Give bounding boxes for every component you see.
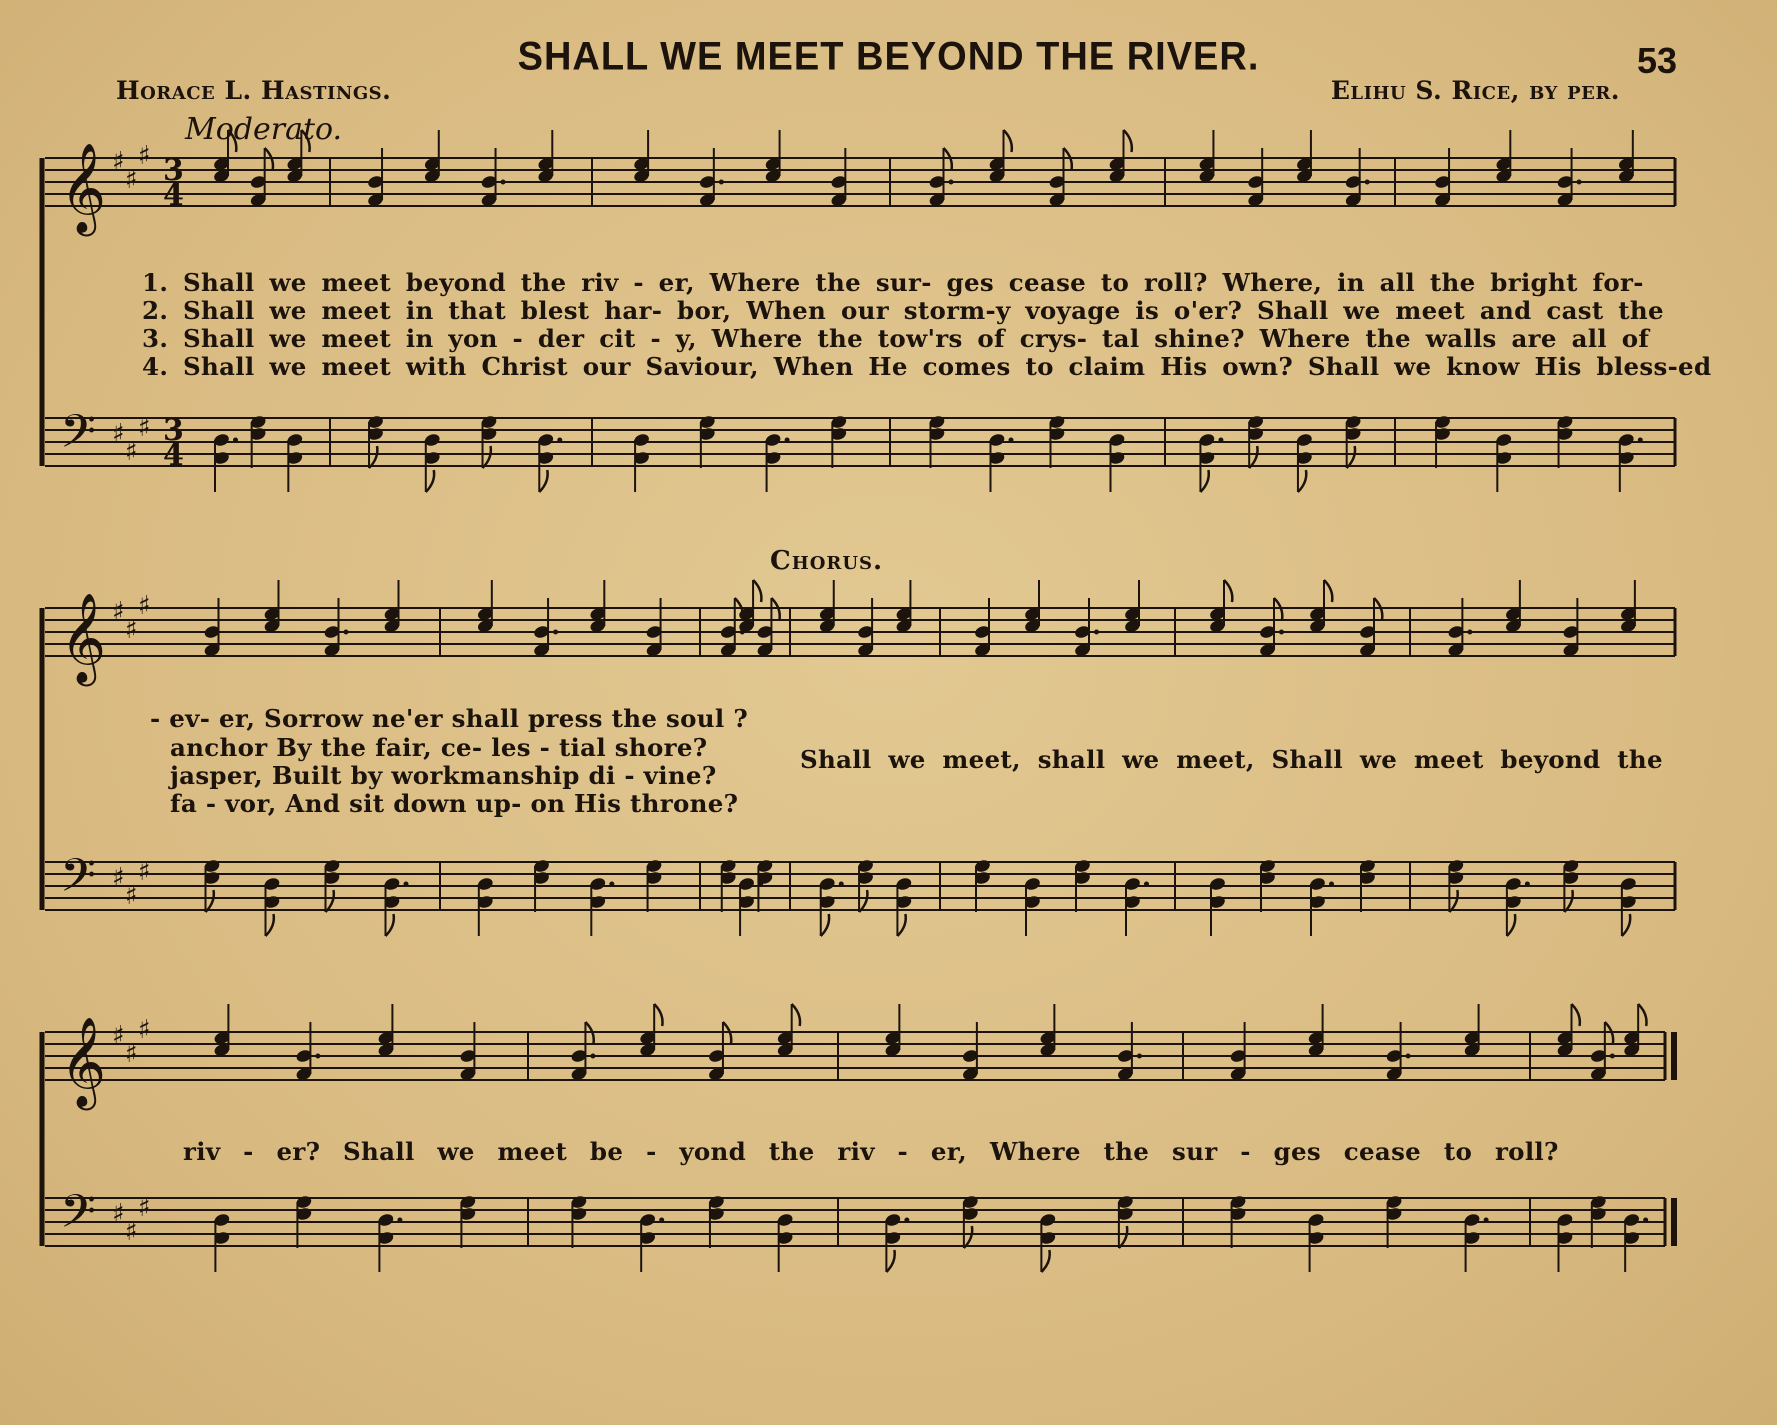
note-chord: [213, 1212, 231, 1272]
note-chord: [1209, 580, 1233, 634]
note-chord: [423, 432, 441, 492]
time-signature-top: 3: [163, 153, 184, 188]
note-chord: [1259, 598, 1284, 658]
note-chord: [459, 1022, 477, 1082]
note-chord: [818, 876, 843, 936]
tempo-marking: Moderato.: [185, 112, 343, 147]
bass-staff: [45, 1198, 1665, 1246]
sharp-sign: ♯: [138, 413, 151, 443]
hymn-title: SHALL WE MEET BEYOND THE RIVER.: [517, 34, 1260, 80]
note-chord: [1307, 1004, 1325, 1058]
note-chord: [1385, 1022, 1410, 1082]
note-chord: [377, 1004, 395, 1058]
note-chord: [818, 580, 836, 634]
note-chord: [1116, 1022, 1141, 1082]
note-chord: [1039, 1004, 1057, 1058]
treble-clef: 𝄞: [60, 143, 107, 233]
note-chord: [1617, 432, 1642, 492]
verse-1-continuation: - ev- er, Sorrow ne'er shall press the soul ?: [150, 704, 748, 733]
note-chord: [589, 876, 614, 936]
note-chord: [776, 1212, 794, 1272]
sharp-sign: ♯: [125, 881, 138, 911]
note-chord: [213, 432, 238, 492]
note-chord: [1108, 130, 1132, 184]
sharp-sign: ♯: [125, 615, 138, 645]
verse-3-continuation: jasper, Built by workmanship di - vine?: [170, 761, 717, 790]
note-chord: [383, 580, 401, 634]
sharp-sign: ♯: [112, 419, 125, 449]
note-chord: [533, 598, 558, 658]
verse-3-line: 3. Shall we meet in yon - der cit - y, Where the tow'rs of crys- tal shine? Where the walls are all of: [142, 324, 1650, 353]
note-chord: [1307, 1212, 1325, 1272]
note-chord: [776, 1004, 800, 1058]
note-chord: [988, 432, 1013, 492]
note-chord: [1247, 148, 1265, 208]
note-chord: [961, 1022, 979, 1082]
sharp-sign: ♯: [112, 863, 125, 893]
note-chord: [286, 432, 304, 492]
bass-clef: 𝄢: [60, 1185, 97, 1250]
note-chord: [895, 876, 913, 936]
sharp-sign: ♯: [138, 591, 151, 621]
note-chord: [1447, 598, 1472, 658]
sharp-sign: ♯: [112, 1199, 125, 1229]
note-chord: [639, 1212, 664, 1272]
verse-2-line: 2. Shall we meet in that blest har- bor, When our storm-y voyage is o'er? Shall we meet and cast the: [142, 296, 1664, 325]
note-chord: [249, 148, 273, 208]
note-chord: [1623, 1212, 1648, 1272]
note-chord: [1039, 1212, 1057, 1272]
note-chord: [698, 148, 723, 208]
note-chord: [708, 1022, 732, 1082]
page-number: 53: [1636, 40, 1677, 81]
sharp-sign: ♯: [138, 1015, 151, 1045]
note-chord: [1556, 1212, 1574, 1272]
note-chord: [1209, 876, 1227, 936]
bass-clef: 𝄢: [60, 405, 97, 470]
note-chord: [1623, 1004, 1647, 1058]
note-chord: [1434, 148, 1452, 208]
sharp-sign: ♯: [112, 597, 125, 627]
note-chord: [988, 130, 1012, 184]
note-chord: [1556, 148, 1581, 208]
note-chord: [1048, 148, 1072, 208]
note-chord: [1296, 432, 1314, 492]
note-chord: [1198, 130, 1216, 184]
sharp-sign: ♯: [138, 1193, 151, 1223]
note-chord: [367, 148, 385, 208]
note-chord: [633, 130, 651, 184]
note-chord: [1617, 130, 1635, 184]
chorus-refrain-line: Shall we meet, shall we meet, Shall we meet beyond the: [800, 745, 1663, 774]
note-chord: [895, 580, 913, 634]
note-chord: [1108, 432, 1126, 492]
note-chord: [1198, 432, 1223, 492]
note-chord: [884, 1004, 902, 1058]
note-chord: [1359, 598, 1383, 658]
note-chord: [857, 598, 875, 658]
lyricist-credit: Horace L. Hastings.: [116, 76, 392, 105]
note-chord: [645, 598, 663, 658]
verse-2-continuation: anchor By the fair, ce- les - tial shore?: [170, 733, 708, 762]
note-chord: [1495, 432, 1513, 492]
note-chord: [756, 598, 780, 658]
note-chord: [1074, 598, 1099, 658]
note-chord: [263, 876, 281, 936]
note-chord: [377, 1212, 402, 1272]
note-chord: [764, 130, 782, 184]
note-chord: [928, 148, 953, 208]
note-chord: [974, 598, 992, 658]
note-chord: [1229, 1022, 1247, 1082]
time-signature-bottom: 4: [163, 438, 184, 473]
treble-staff: [45, 1032, 1665, 1080]
note-chord: [1504, 876, 1529, 936]
sharp-sign: ♯: [138, 857, 151, 887]
note-chord: [1309, 580, 1333, 634]
time-signature-top: 3: [163, 413, 184, 448]
composer-credit: Elihu S. Rice, by per.: [1330, 76, 1620, 105]
note-chord: [1504, 580, 1522, 634]
note-chord: [1296, 130, 1314, 184]
note-chord: [383, 876, 408, 936]
note-chord: [884, 1212, 909, 1272]
note-chord: [1619, 876, 1637, 936]
chorus-final-line: riv - er? Shall we meet be - yond the riv - er, Where the sur - ges cease to roll?: [183, 1137, 1559, 1166]
note-chord: [830, 148, 848, 208]
note-chord: [203, 598, 221, 658]
note-chord: [537, 130, 555, 184]
note-chord: [1556, 1004, 1580, 1058]
time-signature-bottom: 4: [163, 178, 184, 213]
note-chord: [323, 598, 348, 658]
note-chord: [213, 1004, 231, 1058]
treble-clef: 𝄞: [60, 1017, 107, 1107]
note-chord: [1463, 1004, 1481, 1058]
note-chord: [480, 148, 505, 208]
verse-1-line: 1. Shall we meet beyond the riv - er, Where the sur- ges cease to roll? Where, in all the bright for-: [142, 268, 1644, 297]
note-chord: [589, 580, 607, 634]
note-chord: [1463, 1212, 1488, 1272]
note-chord: [1562, 598, 1580, 658]
sharp-sign: ♯: [125, 437, 138, 467]
note-chord: [1619, 580, 1637, 634]
treble-clef: 𝄞: [60, 593, 107, 683]
note-chord: [1344, 148, 1369, 208]
note-chord: [764, 432, 789, 492]
note-chord: [570, 1022, 595, 1082]
note-chord: [1124, 876, 1149, 936]
sharp-sign: ♯: [125, 165, 138, 195]
note-chord: [633, 432, 651, 492]
bass-clef: 𝄢: [60, 849, 97, 914]
note-chord: [1309, 876, 1334, 936]
note-chord: [476, 580, 494, 634]
note-chord: [537, 432, 562, 492]
note-chord: [423, 130, 441, 184]
note-chord: [1124, 580, 1142, 634]
sharp-sign: ♯: [112, 1021, 125, 1051]
sharp-sign: ♯: [125, 1039, 138, 1069]
verse-4-line: 4. Shall we meet with Christ our Saviour, When He comes to claim His own? Shall we know His bless-ed: [142, 352, 1712, 381]
sharp-sign: ♯: [138, 141, 151, 171]
chorus-heading: Chorus.: [770, 546, 884, 576]
note-chord: [1024, 876, 1042, 936]
sharp-sign: ♯: [112, 147, 125, 177]
note-chord: [1495, 130, 1513, 184]
note-chord: [1589, 1022, 1614, 1082]
note-chord: [295, 1022, 320, 1082]
verse-4-continuation: fa - vor, And sit down up- on His throne?: [170, 789, 739, 818]
sharp-sign: ♯: [125, 1217, 138, 1247]
note-chord: [263, 580, 281, 634]
note-chord: [1024, 580, 1042, 634]
note-chord: [639, 1004, 663, 1058]
note-chord: [476, 876, 494, 936]
